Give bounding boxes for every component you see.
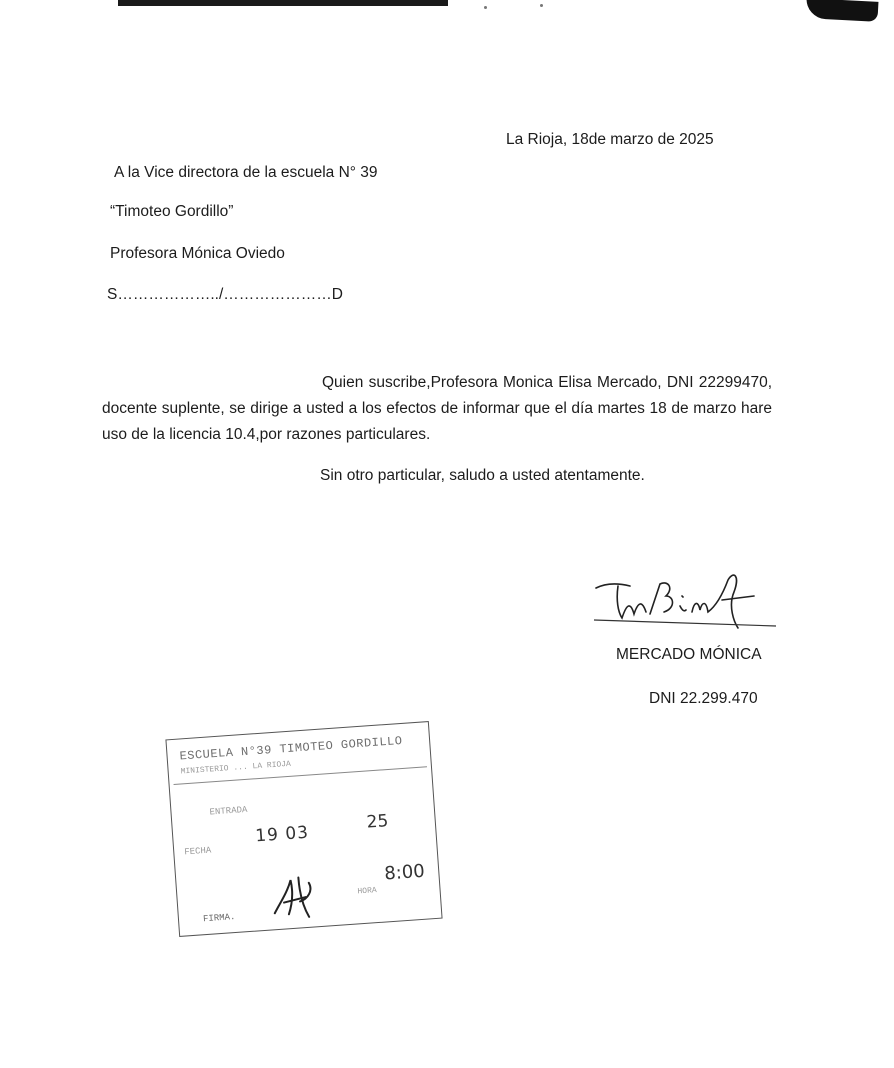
scan-speck <box>484 6 487 9</box>
recipient-line-1: A la Vice directora de la escuela N° 39 <box>114 164 378 181</box>
scan-edge-artifact <box>0 0 894 14</box>
stamp-firma-label: FIRMA. <box>202 912 236 925</box>
stamp-hora-label: HORA <box>357 886 377 897</box>
recipient-line-3: Profesora Mónica Oviedo <box>110 245 285 262</box>
stamp-fecha-label: FECHA <box>183 845 212 858</box>
letter-body <box>102 370 772 448</box>
stamp-initials-signature <box>268 869 331 923</box>
scan-speck <box>540 4 543 7</box>
handwritten-signature <box>588 566 788 636</box>
recipient-line-2: “Timoteo Gordillo” <box>110 203 234 220</box>
place-date: La Rioja, 18de marzo de 2025 <box>506 131 714 148</box>
reception-stamp <box>165 721 442 937</box>
stamp-date-handwritten: 19 03 <box>254 822 310 847</box>
scan-top-bar <box>118 0 448 6</box>
signer-name: MERCADO MÓNICA <box>616 646 762 663</box>
stamp-subheader: MINISTERIO ... LA RIOJA <box>180 759 292 777</box>
stamp-year-handwritten: 25 <box>366 811 389 833</box>
signer-dni: DNI 22.299.470 <box>649 690 758 707</box>
salutation: S………………../…………………D <box>107 286 343 303</box>
stamp-hora-handwritten: 8:00 <box>383 860 426 885</box>
stamp-header: ESCUELA N°39 TIMOTEO GORDILLO <box>179 733 403 764</box>
stamp-entrada-label: ENTRADA <box>209 804 248 818</box>
closing-line: Sin otro particular, saludo a usted atentamente. <box>320 467 645 484</box>
scan-corner-blot <box>806 0 879 22</box>
letter-body-text: Quien suscribe,Profesora Monica Elisa Mercado, DNI 22299470, docente suplente, se dirige a usted a los efectos de informar que el día martes 18 de marzo hare uso de la licencia 10.4,por razones particulares. <box>102 374 772 443</box>
